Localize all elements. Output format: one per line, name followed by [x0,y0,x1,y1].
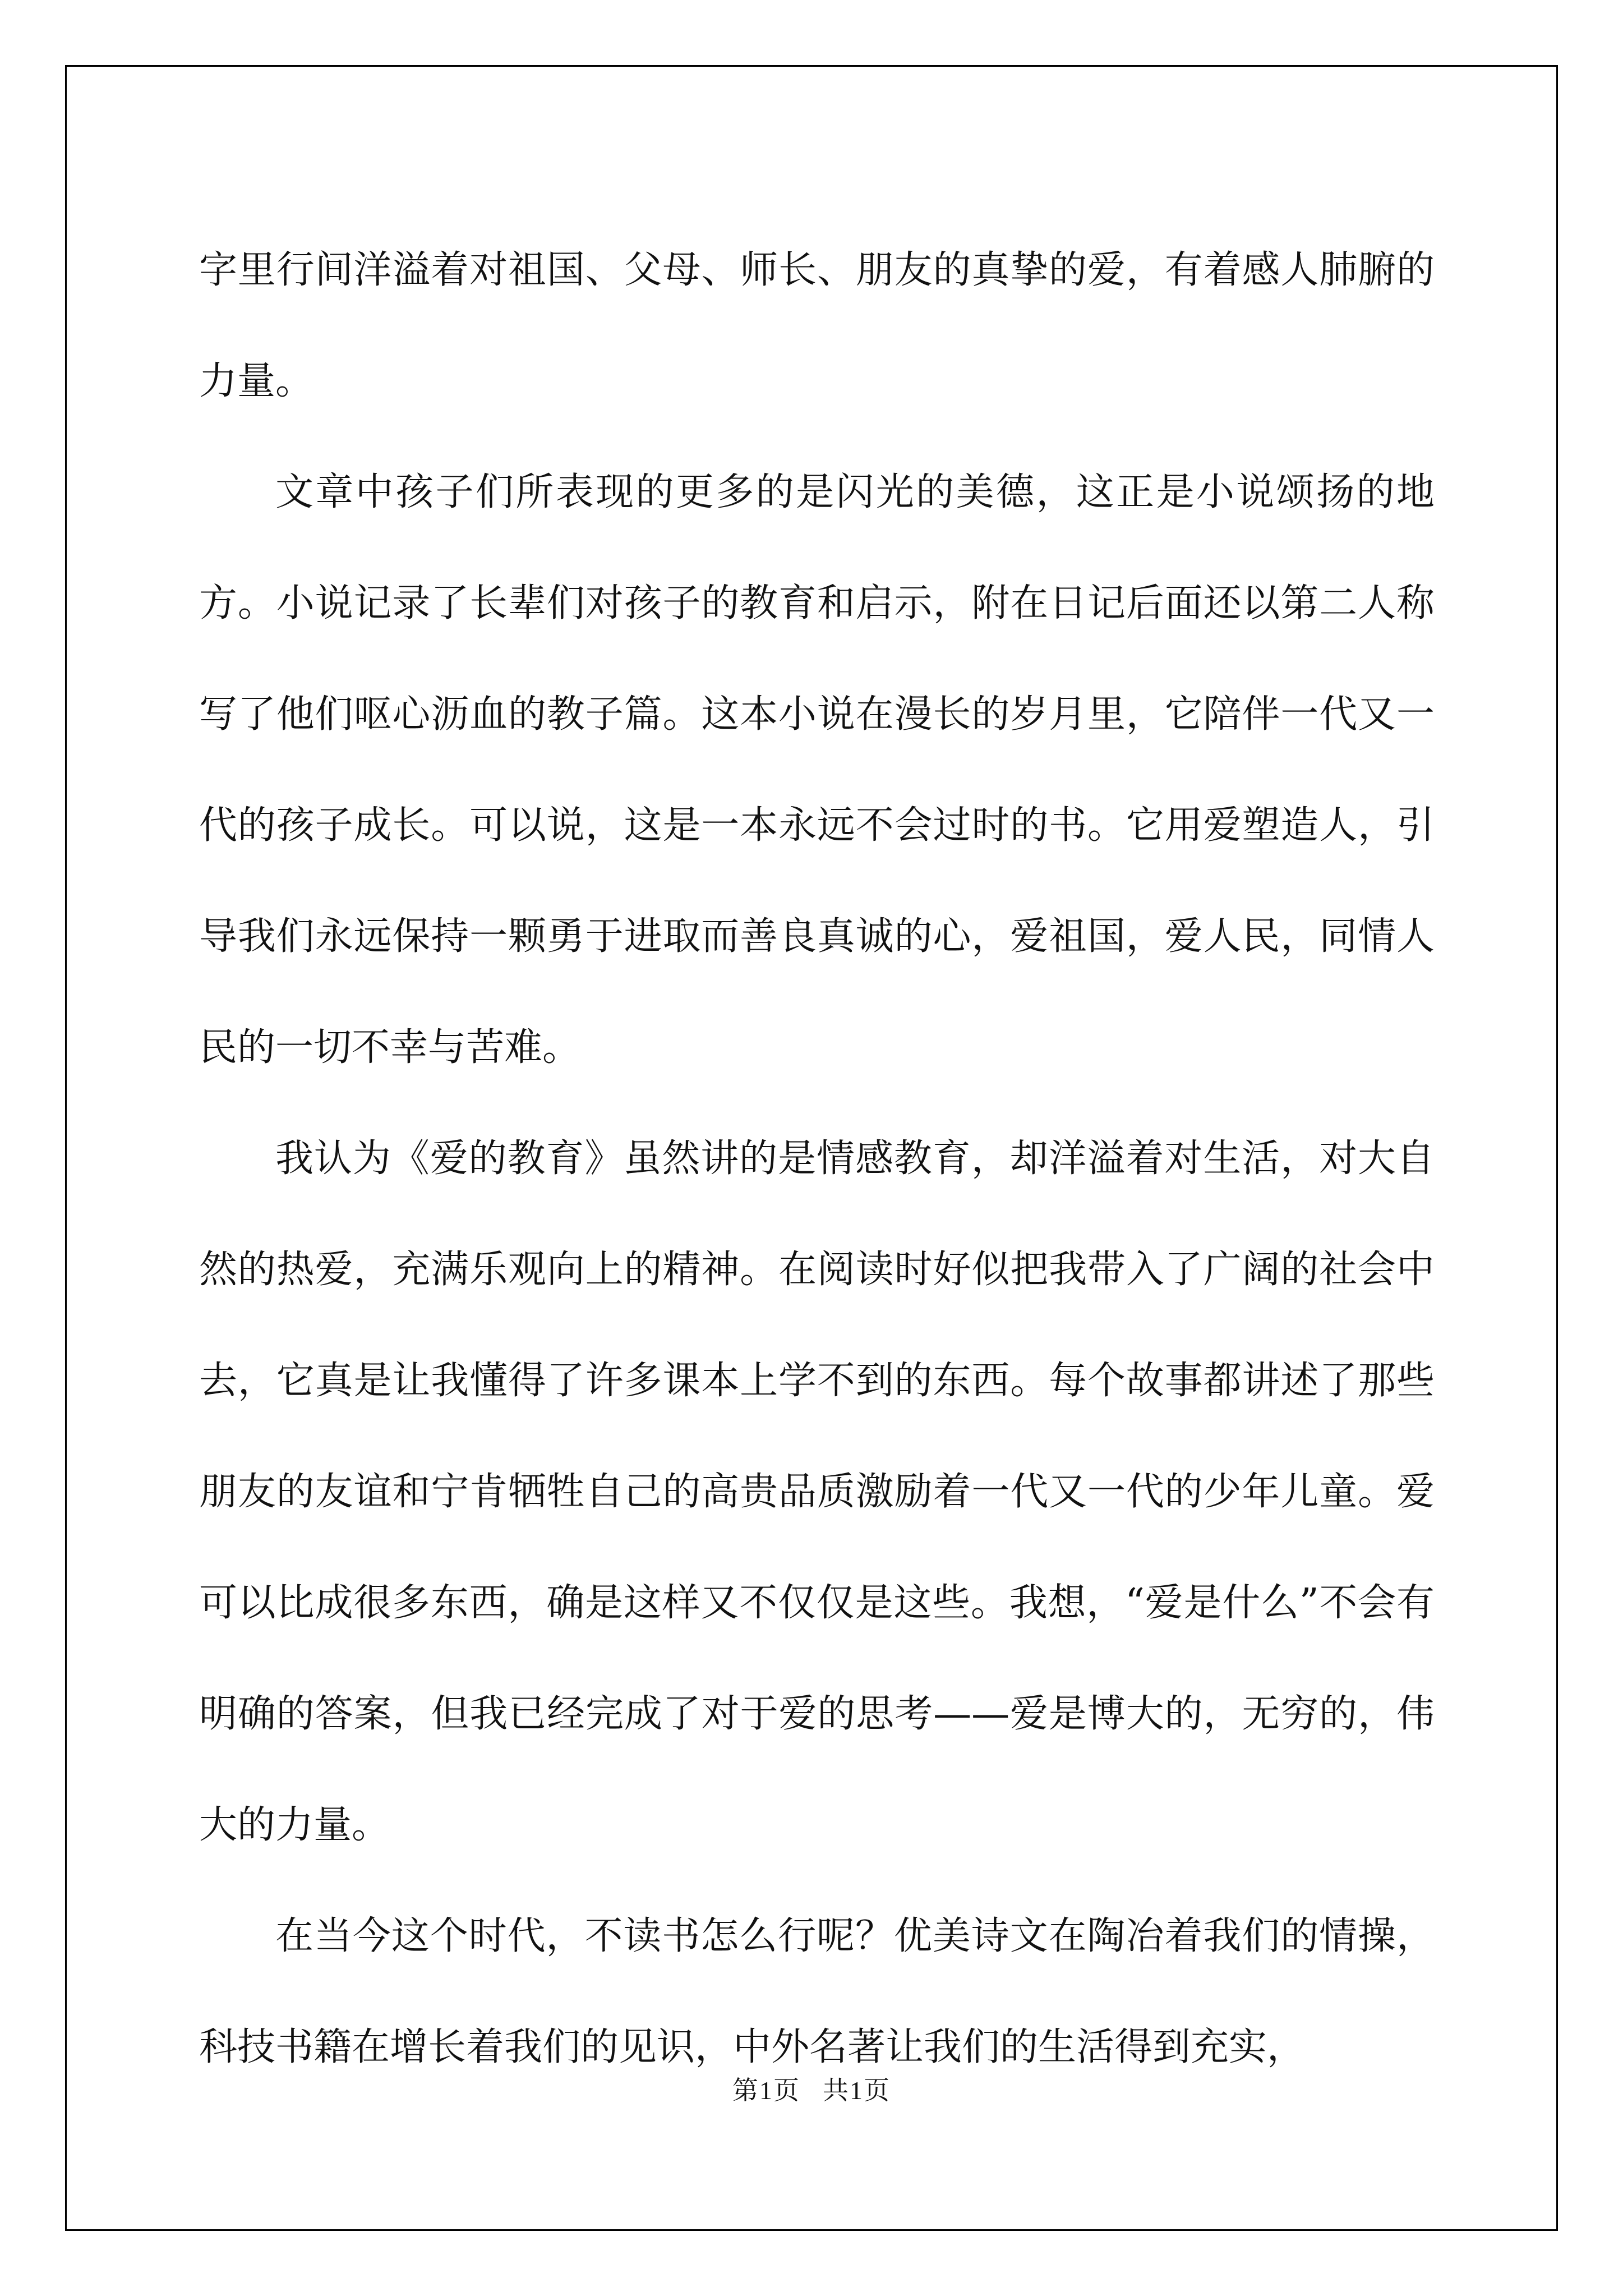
total-pages: 共1页 [823,2076,891,2105]
page-number: 第1页 [732,2076,800,2105]
page-footer [0,2070,1623,2107]
paragraph-1: 字里行间洋溢着对祖国、父母、师长、朋友的真挚的爱，有着感人肺腑的力量。 [199,248,1435,403]
paragraph-4: 在当今这个时代，不读书怎么行呢？优美诗文在陶冶着我们的情操，科技书籍在增长着我们的见识，中外名著让我们的生活得到充实， [199,1914,1435,2069]
paragraph-3: 我认为《爱的教育》虽然讲的是情感教育，却洋溢着对生活，对大自然的热爱，充满乐观向上的精神。在阅读时好似把我带入了广阔的社会中去，它真是让我懂得了许多课本上学不到的东西。每个故事都讲述了那些朋友的友谊和宁肯牺牲自己的高贵品质激励着一代又一代的少年儿童。爱可以比成很多东西，确是这样又不仅仅是这些。我想，“爱是什么”不会有明确的答案，但我已经完成了对于爱的思考——爱是博大的，无穷的，伟大的力量。 [199,1137,1435,1847]
document-body [199,215,1435,2103]
paragraph-2: 文章中孩子们所表现的更多的是闪光的美德，这正是小说颂扬的地方。小说记录了长辈们对孩子的教育和启示，附在日记后面还以第二人称写了他们呕心沥血的教子篇。这本小说在漫长的岁月里，它陪伴一代又一代的孩子成长。可以说，这是一本永远不会过时的书。它用爱塑造人，引导我们永远保持一颗勇于进取而善良真诚的心，爱祖国，爱人民，同情人民的一切不幸与苦难。 [199,470,1435,1070]
